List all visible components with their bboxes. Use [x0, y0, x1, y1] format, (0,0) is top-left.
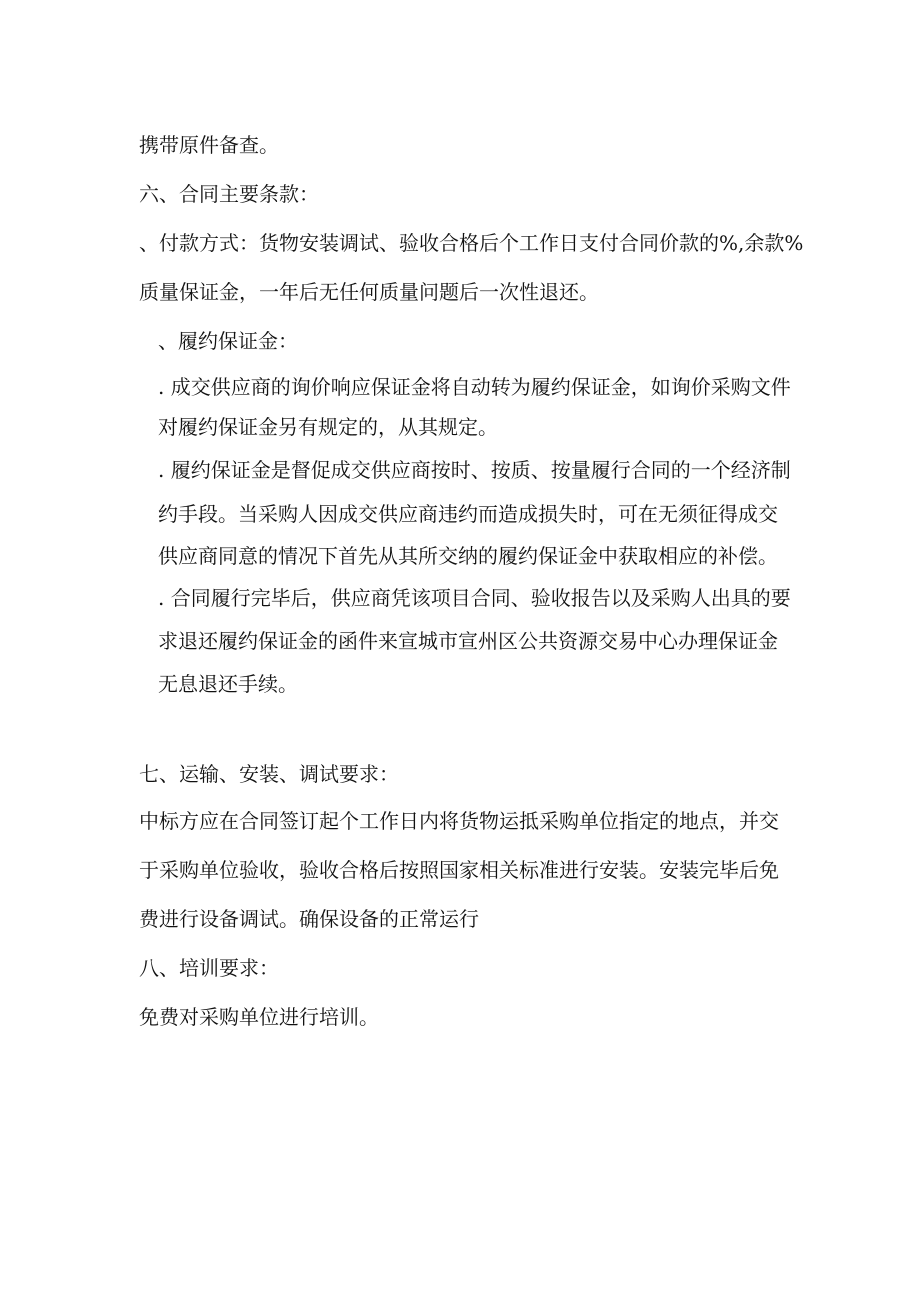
text-line: 求退还履约保证金的函件来宣城市宣州区公共资源交易中心办理保证金 [158, 629, 778, 653]
text-line: . 履约保证金是督促成交供应商按时、按质、按量履行合同的一个经济制 [158, 458, 791, 482]
text-line: 中标方应在合同签订起个工作日内将货物运抵采购单位指定的地点，并交 [139, 809, 779, 833]
section-heading-training: 八、培训要求： [139, 956, 279, 980]
text-line: 费进行设备调试。确保设备的正常运行 [139, 907, 479, 931]
text-line: 对履约保证金另有规定的，从其规定。 [158, 415, 498, 439]
text-line: . 合同履行完毕后，供应商凭该项目合同、验收报告以及采购人出具的要 [158, 586, 791, 610]
text-line: 、付款方式：货物安装调试、验收合格后个工作日支付合同价款的%,余款% [139, 231, 804, 255]
text-line: 约手段。当采购人因成交供应商违约而造成损失时，可在无须征得成交 [158, 502, 778, 526]
text-line: 于采购单位验收，验收合格后按照国家相关标准进行安装。安装完毕后免 [139, 858, 779, 882]
section-heading-transport-install: 七、运输、安装、调试要求： [139, 762, 399, 786]
text-line: 无息退还手续。 [158, 672, 298, 696]
text-line: . 成交供应商的询价响应保证金将自动转为履约保证金，如询价采购文件 [158, 375, 791, 399]
text-line: 携带原件备查。 [139, 133, 279, 157]
section-heading-contract-terms: 六、合同主要条款： [139, 182, 319, 206]
text-line: 供应商同意的情况下首先从其所交纳的履约保证金中获取相应的补偿。 [158, 544, 778, 568]
text-line: 免费对采购单位进行培训。 [139, 1005, 379, 1029]
text-line: 质量保证金，一年后无任何质量问题后一次性退还。 [139, 280, 599, 304]
subheading-performance-bond: 、履约保证金： [158, 329, 298, 353]
